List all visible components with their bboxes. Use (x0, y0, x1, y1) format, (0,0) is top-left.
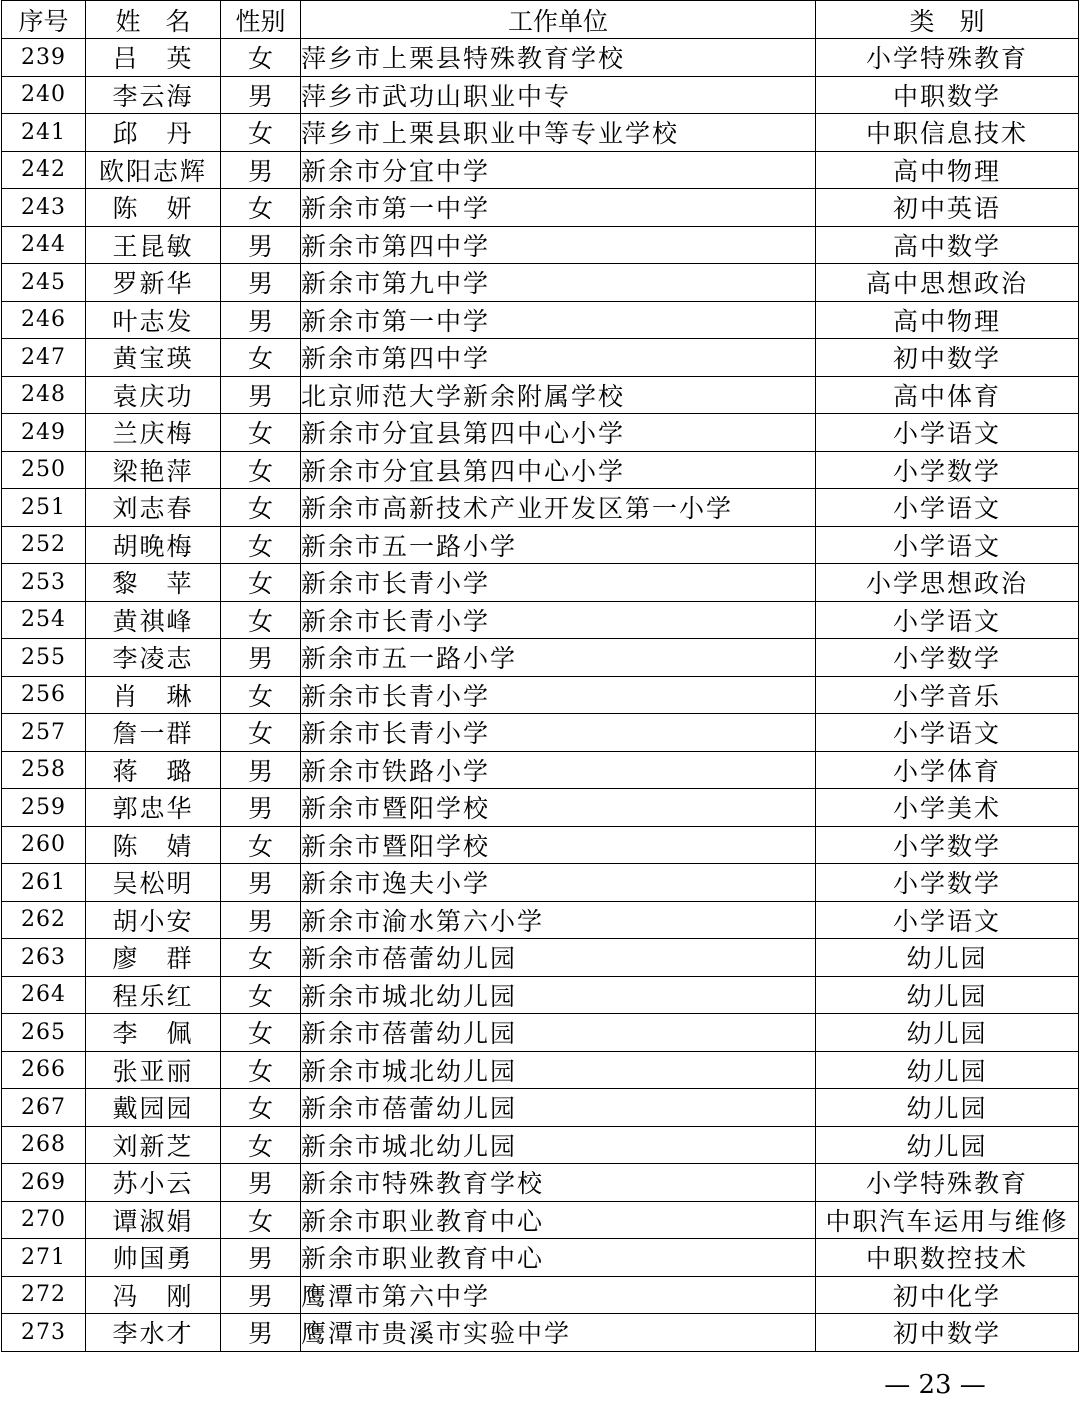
cell-name: 刘新芝 (86, 1126, 221, 1164)
cell-work-unit: 新余市分宜县第四中心小学 (301, 414, 816, 452)
cell-category: 小学语文 (816, 714, 1079, 752)
cell-gender: 男 (221, 301, 301, 339)
cell-name: 兰庆梅 (86, 414, 221, 452)
cell-work-unit: 新余市长青小学 (301, 676, 816, 714)
cell-name: 廖 群 (86, 939, 221, 977)
cell-serial-no: 241 (2, 114, 86, 152)
cell-serial-no: 251 (2, 489, 86, 527)
cell-work-unit: 新余市第九中学 (301, 264, 816, 302)
cell-work-unit: 新余市特殊教育学校 (301, 1164, 816, 1202)
cell-gender: 女 (221, 826, 301, 864)
cell-work-unit: 新余市暨阳学校 (301, 789, 816, 827)
cell-category: 高中思想政治 (816, 264, 1079, 302)
cell-serial-no: 253 (2, 564, 86, 602)
cell-work-unit: 新余市五一路小学 (301, 526, 816, 564)
cell-work-unit: 新余市长青小学 (301, 564, 816, 602)
cell-category: 中职数控技术 (816, 1239, 1079, 1277)
cell-serial-no: 243 (2, 189, 86, 227)
cell-serial-no: 259 (2, 789, 86, 827)
cell-category: 幼儿园 (816, 1014, 1079, 1052)
cell-serial-no: 249 (2, 414, 86, 452)
cell-serial-no: 260 (2, 826, 86, 864)
cell-name: 黄祺峰 (86, 601, 221, 639)
table-row (2, 76, 1079, 114)
cell-gender: 女 (221, 339, 301, 377)
cell-category: 小学语文 (816, 601, 1079, 639)
cell-serial-no: 269 (2, 1164, 86, 1202)
table-row (2, 1051, 1079, 1089)
cell-name: 陈 妍 (86, 189, 221, 227)
cell-work-unit: 北京师范大学新余附属学校 (301, 376, 816, 414)
cell-name: 梁艳萍 (86, 451, 221, 489)
table-row (2, 864, 1079, 902)
cell-gender: 男 (221, 864, 301, 902)
cell-name: 刘志春 (86, 489, 221, 527)
cell-gender: 男 (221, 1164, 301, 1202)
table-row (2, 1239, 1079, 1277)
cell-category: 初中数学 (816, 1314, 1079, 1352)
cell-name: 李云海 (86, 76, 221, 114)
cell-category: 幼儿园 (816, 1051, 1079, 1089)
cell-gender: 女 (221, 1014, 301, 1052)
cell-gender: 男 (221, 789, 301, 827)
header-gender: 性别 (221, 1, 301, 39)
table-row (2, 264, 1079, 302)
cell-gender: 男 (221, 264, 301, 302)
cell-name: 胡晚梅 (86, 526, 221, 564)
table-row (2, 601, 1079, 639)
table-row (2, 901, 1079, 939)
cell-gender: 女 (221, 1201, 301, 1239)
cell-gender: 女 (221, 976, 301, 1014)
cell-category: 高中体育 (816, 376, 1079, 414)
cell-category: 中职数学 (816, 76, 1079, 114)
cell-gender: 女 (221, 564, 301, 602)
cell-name: 黄宝瑛 (86, 339, 221, 377)
cell-work-unit: 新余市铁路小学 (301, 751, 816, 789)
table-row (2, 976, 1079, 1014)
cell-gender: 女 (221, 414, 301, 452)
cell-name: 戴园园 (86, 1089, 221, 1127)
cell-gender: 男 (221, 639, 301, 677)
cell-serial-no: 263 (2, 939, 86, 977)
table-row (2, 339, 1079, 377)
cell-work-unit: 新余市第四中学 (301, 339, 816, 377)
cell-gender: 男 (221, 376, 301, 414)
cell-gender: 男 (221, 1239, 301, 1277)
cell-category: 小学特殊教育 (816, 39, 1079, 77)
cell-name: 程乐红 (86, 976, 221, 1014)
cell-name: 叶志发 (86, 301, 221, 339)
table-row (2, 564, 1079, 602)
cell-work-unit: 萍乡市上栗县特殊教育学校 (301, 39, 816, 77)
cell-serial-no: 247 (2, 339, 86, 377)
cell-serial-no: 258 (2, 751, 86, 789)
cell-work-unit: 新余市第一中学 (301, 189, 816, 227)
cell-work-unit: 鹰潭市第六中学 (301, 1276, 816, 1314)
cell-gender: 女 (221, 451, 301, 489)
table-row (2, 1314, 1079, 1352)
cell-category: 小学音乐 (816, 676, 1079, 714)
cell-name: 吕 英 (86, 39, 221, 77)
cell-serial-no: 240 (2, 76, 86, 114)
cell-category: 高中物理 (816, 301, 1079, 339)
cell-work-unit: 新余市高新技术产业开发区第一小学 (301, 489, 816, 527)
cell-name: 王昆敏 (86, 226, 221, 264)
cell-gender: 男 (221, 226, 301, 264)
cell-serial-no: 248 (2, 376, 86, 414)
cell-name: 谭淑娟 (86, 1201, 221, 1239)
table-header-row (2, 1, 1079, 39)
table-row (2, 751, 1079, 789)
cell-work-unit: 萍乡市上栗县职业中等专业学校 (301, 114, 816, 152)
cell-name: 欧阳志辉 (86, 151, 221, 189)
cell-work-unit: 新余市长青小学 (301, 714, 816, 752)
cell-serial-no: 255 (2, 639, 86, 677)
cell-work-unit: 新余市城北幼儿园 (301, 976, 816, 1014)
cell-name: 李凌志 (86, 639, 221, 677)
cell-category: 小学体育 (816, 751, 1079, 789)
cell-name: 黎 苹 (86, 564, 221, 602)
cell-work-unit: 新余市第一中学 (301, 301, 816, 339)
cell-work-unit: 新余市第四中学 (301, 226, 816, 264)
cell-serial-no: 244 (2, 226, 86, 264)
table-row (2, 714, 1079, 752)
table-row (2, 1126, 1079, 1164)
table-row (2, 1164, 1079, 1202)
header-work-unit: 工作单位 (301, 1, 816, 39)
cell-name: 李 佩 (86, 1014, 221, 1052)
cell-category: 小学语文 (816, 489, 1079, 527)
table-row (2, 301, 1079, 339)
cell-gender: 男 (221, 901, 301, 939)
cell-category: 小学思想政治 (816, 564, 1079, 602)
cell-gender: 男 (221, 751, 301, 789)
cell-category: 幼儿园 (816, 939, 1079, 977)
cell-gender: 女 (221, 676, 301, 714)
cell-name: 肖 琳 (86, 676, 221, 714)
cell-serial-no: 266 (2, 1051, 86, 1089)
cell-serial-no: 261 (2, 864, 86, 902)
cell-work-unit: 新余市城北幼儿园 (301, 1126, 816, 1164)
cell-category: 初中化学 (816, 1276, 1079, 1314)
cell-serial-no: 256 (2, 676, 86, 714)
cell-name: 邱 丹 (86, 114, 221, 152)
cell-gender: 男 (221, 1276, 301, 1314)
table-row (2, 114, 1079, 152)
cell-work-unit: 新余市五一路小学 (301, 639, 816, 677)
cell-gender: 女 (221, 601, 301, 639)
table-body (2, 39, 1079, 1352)
cell-category: 初中数学 (816, 339, 1079, 377)
cell-category: 初中英语 (816, 189, 1079, 227)
cell-category: 幼儿园 (816, 976, 1079, 1014)
table-row (2, 939, 1079, 977)
table-row (2, 151, 1079, 189)
table-row (2, 526, 1079, 564)
cell-work-unit: 新余市渝水第六小学 (301, 901, 816, 939)
cell-serial-no: 254 (2, 601, 86, 639)
cell-name: 蒋 璐 (86, 751, 221, 789)
cell-category: 中职汽车运用与维修 (816, 1201, 1079, 1239)
header-category: 类 别 (816, 1, 1079, 39)
cell-name: 张亚丽 (86, 1051, 221, 1089)
cell-serial-no: 257 (2, 714, 86, 752)
page-number: — 23 — (884, 1370, 986, 1400)
cell-serial-no: 242 (2, 151, 86, 189)
cell-category: 小学特殊教育 (816, 1164, 1079, 1202)
cell-name: 詹一群 (86, 714, 221, 752)
cell-gender: 女 (221, 939, 301, 977)
cell-serial-no: 264 (2, 976, 86, 1014)
cell-name: 袁庆功 (86, 376, 221, 414)
cell-name: 胡小安 (86, 901, 221, 939)
cell-work-unit: 鹰潭市贵溪市实验中学 (301, 1314, 816, 1352)
cell-gender: 女 (221, 489, 301, 527)
cell-name: 吴松明 (86, 864, 221, 902)
cell-serial-no: 250 (2, 451, 86, 489)
cell-work-unit: 新余市职业教育中心 (301, 1239, 816, 1277)
table-row (2, 414, 1079, 452)
table-row (2, 676, 1079, 714)
cell-category: 小学美术 (816, 789, 1079, 827)
cell-name: 陈 婧 (86, 826, 221, 864)
cell-gender: 女 (221, 1051, 301, 1089)
cell-name: 帅国勇 (86, 1239, 221, 1277)
table-row (2, 189, 1079, 227)
cell-serial-no: 252 (2, 526, 86, 564)
cell-work-unit: 新余市长青小学 (301, 601, 816, 639)
cell-category: 小学数学 (816, 451, 1079, 489)
cell-work-unit: 萍乡市武功山职业中专 (301, 76, 816, 114)
header-serial-no: 序号 (2, 1, 86, 39)
cell-serial-no: 265 (2, 1014, 86, 1052)
cell-category: 小学数学 (816, 826, 1079, 864)
cell-name: 李水才 (86, 1314, 221, 1352)
table-row (2, 1089, 1079, 1127)
cell-serial-no: 272 (2, 1276, 86, 1314)
table-row (2, 226, 1079, 264)
cell-gender: 男 (221, 1314, 301, 1352)
cell-gender: 女 (221, 114, 301, 152)
cell-category: 中职信息技术 (816, 114, 1079, 152)
header-name: 姓 名 (86, 1, 221, 39)
cell-serial-no: 268 (2, 1126, 86, 1164)
cell-gender: 女 (221, 714, 301, 752)
cell-work-unit: 新余市分宜中学 (301, 151, 816, 189)
cell-serial-no: 270 (2, 1201, 86, 1239)
cell-gender: 女 (221, 39, 301, 77)
roster-table (1, 0, 1079, 1352)
cell-name: 苏小云 (86, 1164, 221, 1202)
cell-work-unit: 新余市逸夫小学 (301, 864, 816, 902)
table-row (2, 489, 1079, 527)
cell-gender: 女 (221, 1126, 301, 1164)
cell-serial-no: 273 (2, 1314, 86, 1352)
cell-name: 罗新华 (86, 264, 221, 302)
cell-category: 小学数学 (816, 639, 1079, 677)
table-row (2, 826, 1079, 864)
cell-work-unit: 新余市蓓蕾幼儿园 (301, 1089, 816, 1127)
cell-gender: 女 (221, 1089, 301, 1127)
cell-serial-no: 245 (2, 264, 86, 302)
cell-category: 高中物理 (816, 151, 1079, 189)
table-row (2, 39, 1079, 77)
cell-category: 小学数学 (816, 864, 1079, 902)
table-row (2, 1014, 1079, 1052)
cell-serial-no: 262 (2, 901, 86, 939)
cell-category: 小学语文 (816, 526, 1079, 564)
table-row (2, 451, 1079, 489)
cell-name: 郭忠华 (86, 789, 221, 827)
table-row (2, 639, 1079, 677)
cell-gender: 女 (221, 526, 301, 564)
cell-work-unit: 新余市职业教育中心 (301, 1201, 816, 1239)
table-row (2, 789, 1079, 827)
cell-serial-no: 271 (2, 1239, 86, 1277)
cell-gender: 女 (221, 189, 301, 227)
cell-category: 小学语文 (816, 901, 1079, 939)
table-row (2, 1276, 1079, 1314)
cell-work-unit: 新余市暨阳学校 (301, 826, 816, 864)
cell-work-unit: 新余市城北幼儿园 (301, 1051, 816, 1089)
cell-category: 高中数学 (816, 226, 1079, 264)
cell-category: 幼儿园 (816, 1126, 1079, 1164)
cell-work-unit: 新余市分宜县第四中心小学 (301, 451, 816, 489)
cell-gender: 男 (221, 151, 301, 189)
cell-work-unit: 新余市蓓蕾幼儿园 (301, 1014, 816, 1052)
cell-category: 幼儿园 (816, 1089, 1079, 1127)
table-row (2, 1201, 1079, 1239)
cell-serial-no: 267 (2, 1089, 86, 1127)
cell-category: 小学语文 (816, 414, 1079, 452)
cell-serial-no: 246 (2, 301, 86, 339)
cell-gender: 男 (221, 76, 301, 114)
table-row (2, 376, 1079, 414)
cell-work-unit: 新余市蓓蕾幼儿园 (301, 939, 816, 977)
cell-serial-no: 239 (2, 39, 86, 77)
cell-name: 冯 刚 (86, 1276, 221, 1314)
